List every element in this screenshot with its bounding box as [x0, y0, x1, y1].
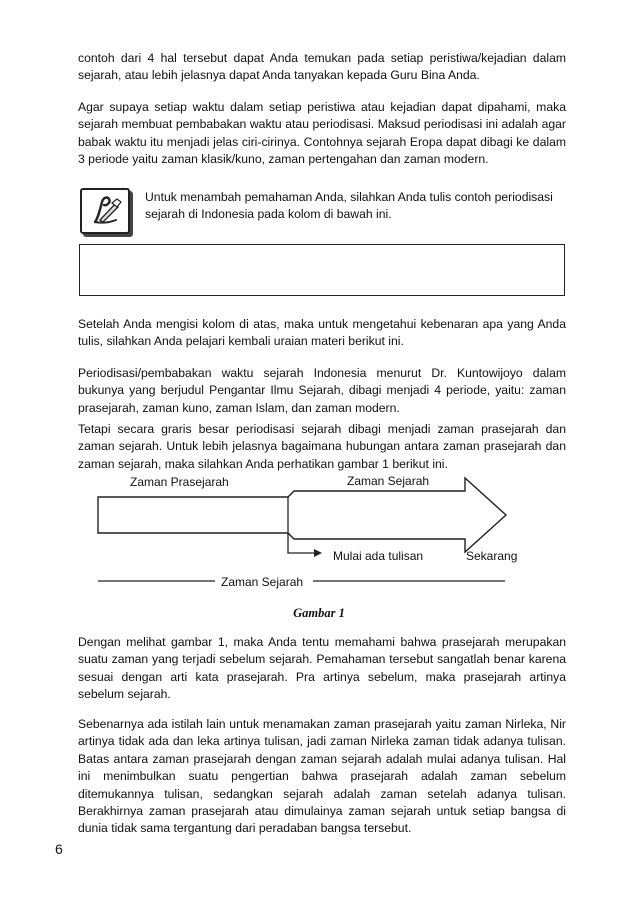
label-zaman-sejarah-bottom: Zaman Sejarah	[221, 575, 304, 589]
label-mulai-tulisan: Mulai ada tulisan	[333, 549, 424, 563]
paragraph-nirleka: Sebenarnya ada istilah lain untuk menamakan zaman prasejarah yaitu zaman Nirleka, Nir artinya tidak ada dan leka artinya tulisan, jadi zaman Nirleka zaman tidak adanya tulisan. Batas antara zaman prasejarah dengan zaman sejarah adalah mulai adanya tulisan. Hal ini menimbulkan suatu pengertian bahwa prasejarah adalah zaman sebelum ditemukannya tulisan, sedangkan sejarah adalah zaman setelah adanya tulisan. Berakhirnya zaman prasejarah atau dimulainya zaman sejarah untuk setiap bangsa di dunia tidak sama tergantung dari peradaban bangsa tersebut.	[78, 717, 566, 836]
label-sekarang: Sekarang	[466, 549, 518, 563]
label-zaman-prasejarah: Zaman Prasejarah	[130, 475, 229, 489]
paragraph-kuntowijoyo: Periodisasi/pembabakan waktu sejarah Indonesia menurut Dr. Kuntowijoyo dalam bukunya yang berjudul Pengantar Ilmu Sejarah, dibagi menjadi 4 periode, yaitu: zaman prasejarah, zaman kuno, zaman Islam, dan zaman modern.	[78, 366, 566, 415]
label-zaman-sejarah-top: Zaman Sejarah	[347, 474, 430, 488]
paragraph-gambar-penjelasan: Dengan melihat gambar 1, maka Anda tentu memahami bahwa prasejarah merupakan suatu zaman yang terjadi sebelum sejarah. Pemahaman tersebut sangatlah benar karena sesuai dengan arti kata prasejarah. Pra artinya sebelum, maka prasejarah artinya sebelum sejarah.	[78, 635, 566, 702]
timeline-arrow	[98, 478, 506, 552]
page-number: 6	[55, 841, 63, 857]
note-text: Untuk menambah pemahaman Anda, silahkan Anda tulis contoh periodisasi sejarah di Indonesia pada kolom di bawah ini.	[145, 190, 553, 222]
paragraph-garis-besar: Tetapi secara graris besar periodisasi sejarah dibagi menjadi zaman prasejarah dan zaman sejarah. Untuk lebih jelasnya bagaimana hubungan antara zaman prasejarah dan zaman sejarah, maka silahkan Anda perhatikan gambar 1 berikut ini.	[78, 422, 566, 471]
writing-start-arrowhead	[314, 549, 322, 557]
paragraph-intro: contoh dari 4 hal tersebut dapat Anda temukan pada setiap peristiwa/kejadian dalam sejarah, atau lebih jelasnya dapat Anda tanyakan kepada Guru Bina Anda.	[78, 51, 566, 83]
paragraph-periodisasi: Agar supaya setiap waktu dalam setiap peristiwa atau kejadian dapat dipahami, maka sejarah membuat pembabakan waktu atau periodisasi. Maksud periodisasi ini adalah agar babak waktu itu menjadi jelas ciri-cirinya. Contohnya sejarah Eropa dapat dibagi ke dalam 3 periode yaitu zaman klasik/kuno, zaman pertengahan dan zaman modern.	[78, 100, 566, 167]
figure-caption: Gambar 1	[293, 606, 345, 620]
paragraph-instruction: Setelah Anda mengisi kolom di atas, maka untuk mengetahui kebenaran apa yang Anda tulis, silahkan Anda pelajari kembali uraian materi berikut ini.	[78, 317, 566, 349]
